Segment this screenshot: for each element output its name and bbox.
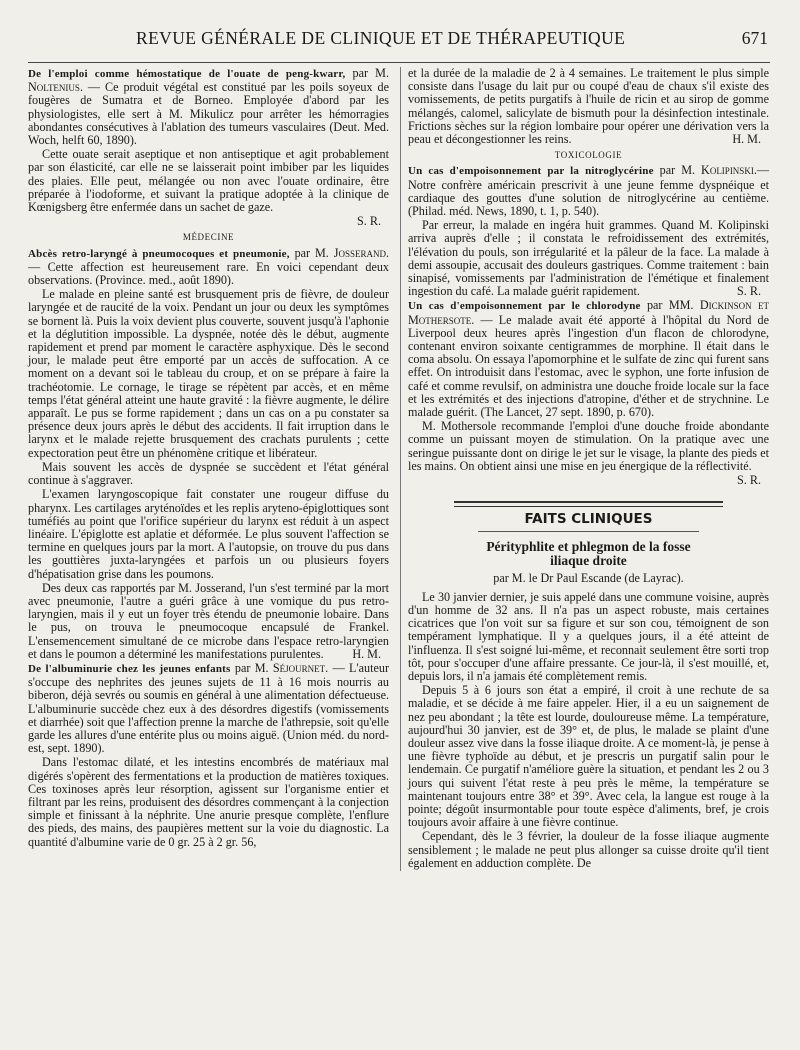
article-albuminurie: De l'albuminurie chez les jeunes enfants par M. Séjournet. — L'auteur s'occupe des nephrites des jeunes sujets de 11 à 16 mois nourris au biberon, déjà sevrés ou soumis en général à une alimentation défectueuse. L'albuminurie succède chez eux à des désordres digestifs (vomissements et diarrhée) soit que l'affection prenne la marche de l'athrepsie, soit qu'elle garde les allures d'une entérite plus ou moins aiguë. (Union méd. du nord-est, sept. 1890). <box>28 660 389 756</box>
left-column <box>28 67 395 871</box>
article-heading: Abcès retro-laryngé à pneumocoques et pneumonie, <box>28 247 290 260</box>
journal-title: REVUE GÉNÉRALE DE CLINIQUE ET DE THÉRAPEUTIQUE <box>136 28 626 48</box>
page-number: 671 <box>741 28 768 48</box>
signature: S. R. <box>737 473 761 488</box>
section-heading-toxicologie: TOXICOLOGIE <box>554 150 623 161</box>
section-heading-medecine: MÉDECINE <box>182 232 235 243</box>
paragraph: Dans l'estomac dilaté, et les intestins encombrés de matériaux mal digérés s'opèrent des fermentations et la production de matières toxiques. Ces toxinoses après leur résorption, agissent sur l'organisme entier et filtrant par les reins, produisent des désordres commençant à la conjection simple et finissant à la néphrite. Une anurie presque complète, l'enflure des pieds, des mains, des paupières mettent sur la voie du diagnostic. La quantité d'albumine varie de 0 gr. 25 à 2 gr. 56, <box>28 755 389 849</box>
paragraph: Depuis 5 à 6 jours son état a empiré, il croit à une rechute de sa maladie, et se décide à me faire appeler. Hier, il a eu un saignement de nez peu abondant ; la tête est lourde, douloureuse même. La température, aujourd'hui 30 janvier, est de 39° et, de plus, le malade se plaint d'une douleur assez vive dans la fosse iliaque droite. A ce moment-là, je pense à une fièvre typhoïde au début, et je prescris un purgatif salin pour le lendemain. Ce purgatif n'améliore guère la situation, et pendant les 2 ou 3 jours qui suivent l'état reste à peu près le même, la température se maintenant toujours entre 38° et 39°. Avec cela, la langue est rouge à la pointe; dégoût insurmontable pour toute espèce d'aliments, bref, je crois toujours avoir affaire à une fièvre continue. <box>408 683 769 830</box>
author-name: Josserand <box>333 245 386 260</box>
paragraph: Mais souvent les accès de dyspnée se succèdent et l'état général continue à s'aggraver. <box>28 459 389 488</box>
section-heading-faits-cliniques: FAITS CLINIQUES <box>524 511 653 528</box>
signature: H. M. <box>352 646 381 661</box>
paragraph: Par erreur, la malade en ingéra huit grammes. Quand M. Kolipinski arriva auprès d'elle ; il constata le refroidissement des extrémités, l'élévation du pouls, son irrégularité et la pâleur de la face. La malade à demi assoupie, accusait des douleurs gastriques. Comme traitement : bain sinapisé, vomissements par l'administration de l'émétique et finalement ingestion du café. La malade guérit rapidement. S. R. <box>408 218 769 299</box>
article-heading: De l'emploi comme hémostatique de l'ouate de peng-kwarr, <box>28 68 346 80</box>
thin-rule-divider <box>478 531 699 532</box>
article-abces: Abcès retro-laryngé à pneumocoques et pneumonie, par M. Josserand. — Cette affection est heureusement rare. En voici cependant deux observations. (Province. med., août 1890). <box>28 245 389 288</box>
signature: S. R. <box>737 284 761 299</box>
running-header <box>28 22 770 63</box>
paragraph: Cependant, dès le 3 février, la douleur de la fosse iliaque augmente sensiblement ; le malade ne peut plus allonger sa cuisse droite qu'il tient également en adduction complète. De <box>408 829 769 870</box>
clinical-article-author: par M. le Dr Paul Escande (de Layrac). <box>493 570 684 585</box>
article-heading: Un cas d'empoisonnement par la nitroglycérine <box>408 165 654 178</box>
signature: H. M. <box>732 132 761 147</box>
paragraph: M. Mothersole recommande l'emploi d'une douche froide abondante comme un puissant moyen de stimulation. On la pratique avec une seringue puissante dont on dirige le jet sur le visage, la plante des pieds et les mains. On obtient ainsi une mise en jeu énergique de la réflectivité. <box>408 419 769 473</box>
article-chlorodyne: Un cas d'empoisonnement par le chlorodyne par MM. Dickinson et Mothersote. — Le malade avait été apporté à l'hôpital du Nord de Liverpool deux heures après l'ingestion d'un flacon de chlorodyne, contenant environ soixante centigrammes de morphine. Il était dans le coma absolu. On essaya l'apomorphine et le sulfate de zinc qui furent sans effet. On introduisit dans l'estomac, avec le syphon, une forte infusion de café et comme revulsif, on administra une douche froide locale sur la face et les extrémités et des injections d'atropine, d'éther et de strychnine. Le malade guérit. (The Lancet, 27 sept. 1890, p. 670). <box>408 298 769 420</box>
article-hemostatique: De l'emploi comme hémostatique de l'ouate de peng-kwarr, par M. Noltenius. — Ce produit végétal est constitué par les poils soyeux de fougères de Sumatra et de Borneo. Employée d'abord par les physiologistes, elle sert à M. Mikulicz pour arrêter les hémorragies abondantes consécutives à l'ablation des tumeurs vasculaires (Deut. Med. Woch, helft 60, 1890). <box>28 66 389 148</box>
paragraph: L'examen laryngoscopique fait constater une rougeur diffuse du pharynx. Les cartilages aryténoïdes et les replis aryteno-épiglottiques sont tuméfiés au point que l'orifice supérieur du larynx est réduit à un aspect linéaire. L'épiglotte est aplatie et déformée. Le plus souvent l'affection se termine en quelques jours par la mort. A l'autopsie, on trouve du pus dans les gouttières juxta-laryngées et parfois un ou plusieurs foyers d'hépatisation grise dans les poumons. <box>28 487 389 581</box>
clinical-article-title: Pérityphlite et phlegmon de la fosse iliaque droite <box>486 538 691 568</box>
right-column <box>400 67 769 871</box>
article-nitroglycerine: Un cas d'empoisonnement par la nitroglycérine par M. Kolipinski.— Notre confrère américain prescrivit à une jeune femme dyspnéique et cardiaque des gouttes d'une solution de nitroglycérine au centième. (Philad. méd. News, 1890, t. 1, p. 540). <box>408 163 769 219</box>
paragraph: Des deux cas rapportés par M. Josserand, l'un s'est terminé par la mort avec pneumonie, l'autre a guéri grâce à une vomique du pus retro-laryngien, mais il y eut un foyer très étendu de pneumonie lobaire. Dans le pus, on trouva le pneumocoque encapsulé de Frankel. L'ensemencement simultané de ce microbe dans l'espace retro-laryngien et dans le poumon a déterminé les manifestations purulentes. H. M. <box>28 580 389 661</box>
signature: S. R. <box>357 214 381 229</box>
author-name: Dickinson et Mothersote <box>408 298 769 327</box>
paragraph: et la durée de la maladie de 2 à 4 semaines. Le traitement le plus simple consiste dans l'usage du lait pur ou coupé d'eau de chaux s'il existe des vomissements, de petits purgatifs à l'huile de ricin et au sirop de gomme mélangés, calomel, salicylate de bismuth pour la désinfection intestinale. Frictions sèches sur la région lombaire pour opérer une dérivation vers la peau et décongestionner les reins. H. M. <box>408 66 769 147</box>
author-name: Noltenius <box>28 80 80 95</box>
author-name: Kolipinski <box>701 163 754 178</box>
paragraph: Cette ouate serait aseptique et non antiseptique et agit probablement par son élasticité, car elle ne se laisserait point imbiber par les liquides des plaies. Elle peut, mélangée ou non avec l'ouate ordinaire, être préparée à l'iodoforme, et suivant la pratique adoptée à la clinique de Kœnigsberg être enfermée dans un sachet de gaze. <box>28 147 389 215</box>
article-heading: Un cas d'empoisonnement par le chlorodyne <box>408 300 641 313</box>
paragraph: Le malade en pleine santé est brusquement pris de fièvre, de douleur laryngée et de raucité de la voix. Pendant un jour ou deux les symptômes se bornent là. Puis la voix devient plus couverte, souvent jusqu'à l'aphonie et la déglutition impossible. La dyspnée, notée dès le début, augmente rapidement et prend par moment le caractère asphyxique. Dès le second jour, le malade peut être emporté par un accès de suffocation. A ce moment on a devant soi le tableau du croup, et on se prépare à faire la trachéotomie. Le cornage, le tirage se répètent par accès, et en même temps l'état général atteint une haute gravité : la fièvre augmente, le délire apparaît. Le pus se forme rapidement ; dans un cas on a pu constater sa présence deux jours après le début des accidents. Il fait irruption dans le larynx et le malade rejette brusquement des crachats purulents ; cette expectoration peut être un phénomène critique et libérateur. <box>28 287 389 460</box>
two-column-body <box>28 67 770 871</box>
author-name: Séjournet <box>272 660 326 675</box>
paragraph: Le 30 janvier dernier, je suis appelé dans une commune voisine, auprès d'un homme de 32 ans. Il n'a pas un aspect robuste, mais certaines cicatrices que l'on voit sur sa figure et sur son cou, témoignent de son tempérament lymphatique. Il y a quelques jours, il a été atteint de l'influenza. Il s'est soigné lui-même, et reconnait seulement être sorti trop tôt, pour s'occuper d'une affaire pressante. Ce jour-là, il s'est mouillé, et, depuis lors, il n'a jamais été complètement remis. <box>408 589 769 683</box>
double-rule-divider <box>454 501 723 507</box>
article-heading: De l'albuminurie chez les jeunes enfants <box>28 662 231 675</box>
